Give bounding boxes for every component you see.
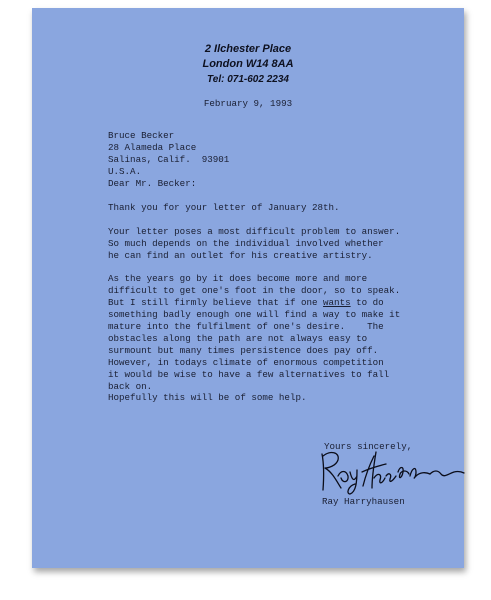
paragraph-line: As the years go by it does become more and more (108, 273, 368, 284)
recipient-country: U.S.A. (108, 166, 142, 177)
paragraph-line: surmount but many times persistence does pay off. (108, 345, 379, 356)
paragraph-text: to do (350, 297, 384, 308)
underlined-word: wants (323, 297, 351, 308)
letterhead-city: London W14 8AA (202, 58, 294, 70)
recipient-address (108, 130, 229, 178)
paragraph-line: he can find an outlet for his creative artistry. (108, 250, 373, 261)
letterhead (32, 42, 464, 87)
letterhead-street: 2 Ilchester Place (204, 43, 292, 55)
paragraph-1 (108, 202, 448, 214)
letter-paper (32, 8, 464, 568)
paragraph-line: difficult to get one's foot in the door, so to speak. (108, 285, 401, 296)
letter-date: February 9, 1993 (203, 98, 293, 109)
recipient-street: 28 Alameda Place (108, 142, 197, 153)
signatory-name: Ray Harryhausen (322, 496, 405, 507)
paragraph-line: Thank you for your letter of January 28th. (108, 202, 340, 213)
paragraph-line: something badly enough one will find a way to make it (108, 309, 401, 320)
paragraph-line: it would be wise to have a few alternatives to fall (108, 369, 390, 380)
paragraph-line: back on. (108, 381, 153, 392)
paragraph-line: However, in todays climate of enormous competition (108, 357, 384, 368)
paragraph-line: So much depends on the individual involved whether (108, 238, 384, 249)
paragraph-4 (108, 392, 448, 404)
paragraph-line (108, 297, 448, 309)
closing: Yours sincerely, (324, 441, 413, 452)
recipient-name: Bruce Becker (108, 130, 175, 141)
paragraph-line: Your letter poses a most difficult problem to answer. (108, 226, 401, 237)
paragraph-line: mature into the fulfilment of one's desire. The (108, 321, 384, 332)
paragraph-text: But I still firmly believe that if one (108, 297, 324, 308)
paragraph-line: obstacles along the path are not always easy to (108, 333, 368, 344)
paragraph-line: Hopefully this will be of some help. (108, 392, 307, 403)
handwritten-signature (308, 446, 468, 496)
letterhead-tel: Tel: 071-602 2234 (207, 74, 289, 85)
paragraph-2 (108, 226, 448, 262)
salutation: Dear Mr. Becker: (108, 178, 197, 189)
recipient-city: Salinas, Calif. 93901 (108, 154, 230, 165)
paragraph-3 (108, 273, 448, 393)
